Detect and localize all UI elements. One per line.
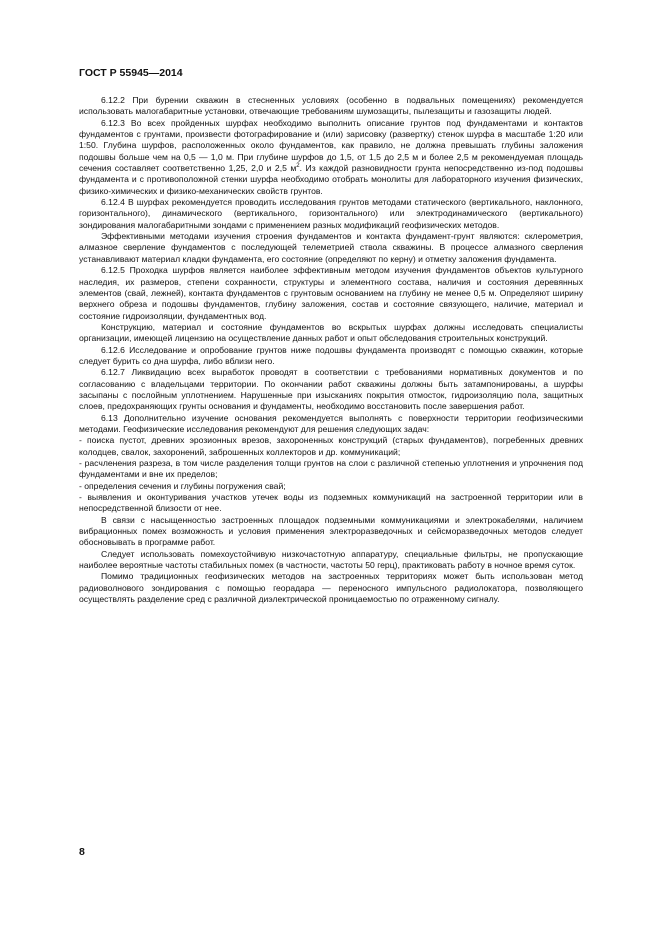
paragraph: 6.12.2 При бурении скважин в стесненных условиях (особенно в подвальных помещениях) рекомендуется использовать малогабаритные установки, отвечающие требованиям шумозащиты, пылезащиты и газозащиты людей.: [79, 95, 583, 117]
paragraph: 6.12.7 Ликвидацию всех выработок проводят в соответствии с требованиями нормативных документов и по согласованию с владельцами территории. По окончании работ скважины должны быть затампонированы, а шурфы засыпаны с послойным уплотнением. Нарушенные при изысканиях покрытия отмосток, гидроизоляцию пола, защитных слоев, предохраняющих грунты основания и фундаменты, необходимо восстановить после завершения работ.: [79, 367, 583, 412]
paragraph: В связи с насыщенностью застроенных площадок подземными коммуникациями и электрокабелями, наличием вибрационных помех возможность и условия применения электроразведочных и сейсморазведочных методов следует обосновывать в программе работ.: [79, 514, 583, 548]
page-number: 8: [79, 846, 85, 858]
list-item: - расчленения разреза, в том числе разделения толщи грунтов на слои с различной степенью уплотнения и упрочнения под фундаментами и вне их пределов;: [79, 458, 583, 480]
paragraph: 6.12.4 В шурфах рекомендуется проводить исследования грунтов методами статического (вертикального, наклонного, горизонтального), динамического (вертикального, горизонтального) или электродинамического (вертикального) зондирования малогабаритными зондами с применением разных модификаций геофизических методов.: [79, 197, 583, 230]
paragraph: Эффективными методами изучения строения фундаментов и контакта фундамент-грунт являются: склерометрия, алмазное сверление фундаментов с последующей телеметрией ствола скважины. В процессе алмазного сверления устанавливают материал кладки фундамента, его состояние (определяют по керну) и отметку заложения фундамента.: [79, 231, 583, 264]
paragraph: 6.13 Дополнительно изучение основания рекомендуется выполнять с поверхности территории геофизическими методами. Геофизические исследования рекомендуют для решения следующих задач:: [79, 412, 583, 434]
paragraph-text: 6.12.3 Во всех пройденных шурфах необходимо выполнить описание грунтов под фундаментами и контактов фундаментов с грунтами, произвести фотографирование и (или) зарисовку (развертку) стенок шурфа в масштабе 1:20 или 1:50. Глубина шурфов, расположенных около фундаментов, как правило, не должна превышать глубины заложения подошвы больше чем на 0,5 — 1,0 м. При глубине шурфов до 1,5, от 1,5 до 2,5 м и более 2,5 м рекомендуемая площадь сечения составляет соответственно 1,25, 2,0 и 2,5 м: [79, 117, 583, 174]
paragraph: Помимо традиционных геофизических методов на застроенных территориях может быть использован метод радиоволнового зондирования с помощью георадара — переносного импульсного радиолокатора, позволяющего осуществлять разделение сред с различной диэлектрической проницаемостью по отраженному сигналу.: [79, 571, 583, 605]
superscript: 2: [296, 163, 300, 170]
paragraph: Конструкцию, материал и состояние фундаментов во вскрытых шурфах должны исследовать специалисты организации, имеющей лицензию на осуществление данных работ и опыт обследования строительных конструкций.: [79, 321, 583, 344]
paragraph: 6.12.5 Проходка шурфов является наиболее эффективным методом изучения фундаментов объектов культурного наследия, их размеров, степени сохранности, структуры и элементного состава, наличия и состояния деревянных элементов (свай, лежней), контакта фундаментов с грунтовым основанием на глубину не менее 0,5 м. Определяют ширину верхнего обреза и подошвы фундаментов, глубину заложения, состав и состояние связующего, наличие, материал и состояние гидроизоляции, фундаментных вод.: [79, 265, 583, 321]
document-body: [79, 95, 583, 605]
list-item: - выявления и оконтуривания участков утечек воды из подземных коммуникаций на застроенной территории или в непосредственной близости от нее.: [79, 492, 583, 514]
list-item: - поиска пустот, древних эрозионных врезов, захороненных конструкций (старых фундаментов), погребенных древних колодцев, свалок, захоронений, заброшенных коллекторов и др. коммуникаций;: [79, 435, 583, 457]
paragraph: Следует использовать помехоустойчивую низкочастотную аппаратуру, специальные фильтры, не пропускающие наиболее вероятные частоты стабильных помех (в частности, частоты 50 герц), практиковать работу в ночное время суток.: [79, 548, 583, 571]
paragraph-text-tail: . Из каждой разновидности грунта непосредственно из-под подошвы фундамента и с противоположной стенки шурфа необходимо отобрать монолиты для лабораторного изучения физических, физико-химических и физико-механических свойств грунтов.: [79, 163, 584, 196]
paragraph: [79, 118, 583, 197]
paragraph: 6.12.6 Исследование и опробование грунтов ниже подошвы фундамента производят с помощью скважин, которые следует бурить со дна шурфа, либо вблизи него.: [79, 344, 583, 366]
document-header: ГОСТ Р 55945—2014: [79, 67, 183, 79]
list-item: - определения сечения и глубины погружения свай;: [79, 480, 286, 491]
